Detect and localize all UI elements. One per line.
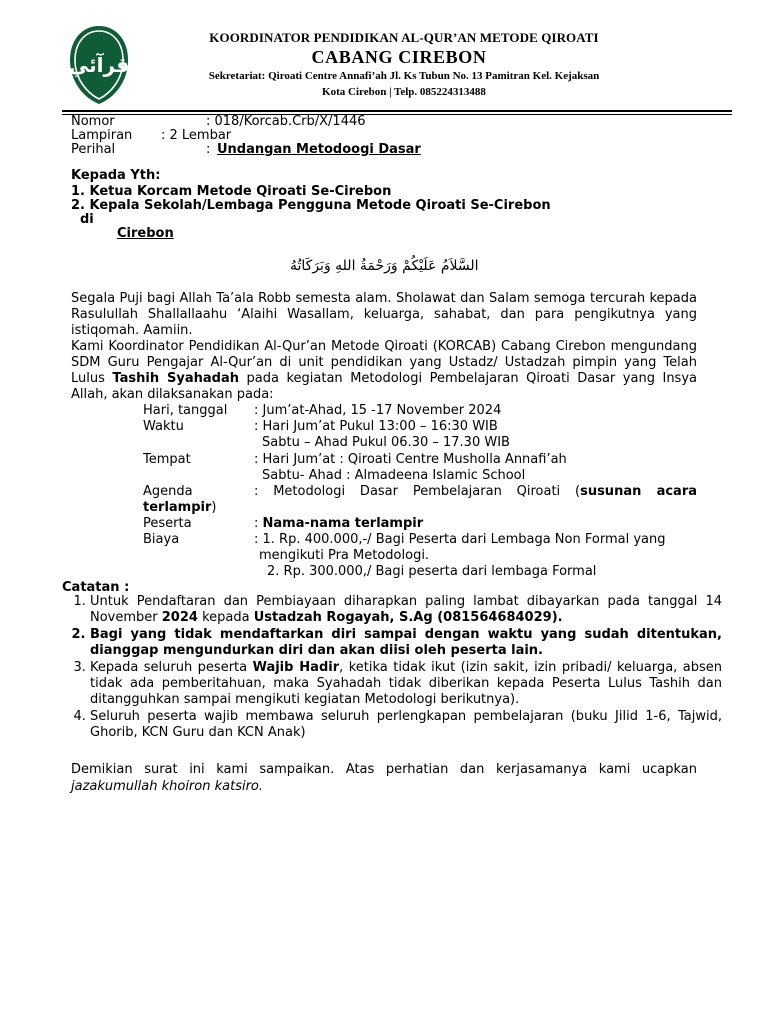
letterhead-address: Sekretariat: Qiroati Centre Annafi’ah Jl. Ks Tubun No. 13 Pamitran Kel. Kejaksan xyxy=(208,70,600,82)
letterhead-contact: Kota Cirebon | Telp. 085224313488 xyxy=(322,86,486,98)
closing-italic: jazakumullah khoiron katsiro. xyxy=(71,779,264,794)
invitation-paragraph: Kami Koordinator Pendidikan Al-Qur’an Metode Qiroati (KORCAB) Cabang Cirebon mengundang SDM Guru Pengajar Al-Qur’an di unit pendidikan yang Ustadz/ Ustadzah pimpin yang Telah Lulus Tashih Syahadah pada kegiatan Metodologi Pembelajaran Qiroati Dasar yang Insya Allah, akan dilaksanakan pada: xyxy=(71,339,697,402)
peserta-value: : Nama-nama terlampir xyxy=(254,516,424,531)
lampiran-value: : 2 Lembar xyxy=(161,128,232,143)
agenda-value-cont: terlampir) xyxy=(143,500,217,515)
nomor-value: : 018/Korcab.Crb/X/1446 xyxy=(206,114,366,129)
opening-paragraph: Segala Puji bagi Allah Ta’ala Robb semesta alam. Sholawat dan Salam semoga tercurah kepada Rasulullah Shallallaahu ‘Alaihi Wasallam, keluarga, sahabat, dan para pengikutnya yang istiqomah. Aamiin. xyxy=(71,291,697,338)
perihal-value: Undangan Metodoogi Dasar xyxy=(217,142,421,157)
waktu-value: Sabtu – Ahad Pukul 06.30 – 17.30 WIB xyxy=(262,435,510,450)
list-item: 1. Untuk Pendaftaran dan Pembiayaan diharapkan paling lambat dibayarkan pada tanggal 14 November 2024 kepada Ustadzah Rogayah, S.Ag (081564684029). xyxy=(90,594,722,626)
perihal-label: Perihal xyxy=(71,142,116,157)
catatan-list xyxy=(66,594,722,742)
waktu-label: Waktu xyxy=(143,419,184,434)
tempat-value: : Hari Jum’at : Qiroati Centre Musholla Annafi’ah xyxy=(254,452,567,467)
qiroati-logo xyxy=(68,24,130,106)
nomor-label: Nomor xyxy=(71,114,115,129)
waktu-value: : Hari Jum’at Pukul 13:00 – 16:30 WIB xyxy=(254,419,498,434)
hari-value: : Jum’at-Ahad, 15 -17 November 2024 xyxy=(254,403,502,418)
letterhead-rule-thin xyxy=(62,114,732,115)
letterhead-org: KOORDINATOR PENDIDIKAN AL-QUR’AN METODE QIROATI xyxy=(209,30,599,45)
tempat-label: Tempat xyxy=(143,452,191,467)
lampiran-label: Lampiran xyxy=(71,128,133,143)
recipient-di: di xyxy=(80,212,94,227)
recipient-item: 1. Ketua Korcam Metode Qiroati Se-Cirebon xyxy=(71,184,392,199)
salam-greeting: السَّلاَمُ عَلَيْكُمْ وَرَحْمَةُ اللهِ وَبَرَكَاتُهُ xyxy=(290,258,479,274)
closing-line: Demikian surat ini kami sampaikan. Atas perhatian dan kerjasamanya kami ucapkan xyxy=(71,762,697,777)
list-item: 4. Seluruh peserta wajib membawa seluruh perlengkapan pembelajaran (buku Jilid 1-6, Tajwid, Ghorib, KCN Guru dan KCN Anak) xyxy=(90,709,722,741)
biaya-value: : 1. Rp. 400.000,-/ Bagi Peserta dari Lembaga Non Formal yang xyxy=(254,532,666,547)
biaya-label: Biaya xyxy=(143,532,180,547)
logo-calligraphy: قرآئي xyxy=(68,53,130,77)
recipient-city: Cirebon xyxy=(117,226,174,241)
tashih-syahadah: Tashih Syahadah xyxy=(112,371,239,386)
recipient-item: 2. Kepala Sekolah/Lembaga Pengguna Metode Qiroati Se-Cirebon xyxy=(71,198,551,213)
letterhead-rule-thick xyxy=(62,110,732,112)
biaya-value: 2. Rp. 300.000,/ Bagi peserta dari lembaga Formal xyxy=(267,564,597,579)
perihal-colon: : xyxy=(206,142,211,157)
hari-label: Hari, tanggal xyxy=(143,403,228,418)
agenda-label: Agenda xyxy=(143,484,193,499)
tempat-value: Sabtu- Ahad : Almadeena Islamic School xyxy=(262,468,526,483)
letterhead xyxy=(150,30,658,100)
biaya-value: mengikuti Pra Metodologi. xyxy=(259,548,430,563)
list-item: 3. Kepada seluruh peserta Wajib Hadir, ketika tidak ikut (izin sakit, izin pribadi/ keluarga, absen tidak ada pemberitahuan, maka Syahadah tidak diberikan kepada Peserta Lulus Tashih dan ditangguhkan sampai mengikuti kegiatan Metodologi berikutnya). xyxy=(90,660,722,708)
peserta-label: Peserta xyxy=(143,516,192,531)
list-item: 2. Bagi yang tidak mendaftarkan diri sampai dengan waktu yang sudah ditentukan, dianggap mengundurkan diri dan akan diisi oleh peserta lain. xyxy=(90,627,722,659)
letterhead-branch: CABANG CIREBON xyxy=(311,47,487,67)
recipients-heading: Kepada Yth: xyxy=(71,168,161,183)
catatan-heading: Catatan : xyxy=(62,580,130,595)
agenda-value: : Metodologi Dasar Pembelajaran Qiroati (susunan acara xyxy=(254,484,697,499)
